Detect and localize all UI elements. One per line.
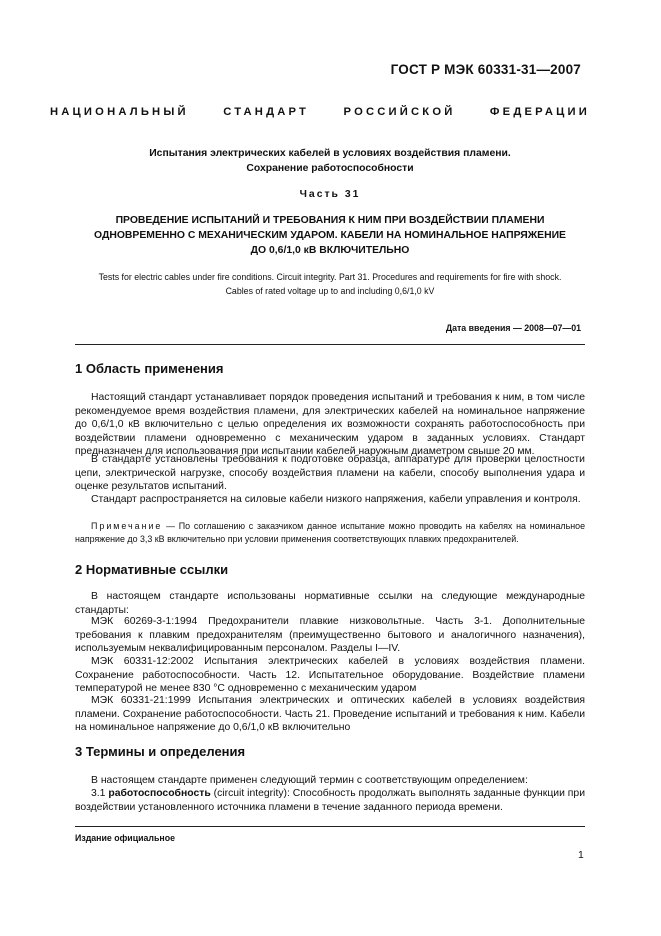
section-3-paragraph-1: В настоящем стандарте применен следующий термин с соответствующим определением:	[91, 775, 528, 786]
section-1-note	[75, 520, 585, 546]
term-number: 3.1	[91, 788, 106, 799]
divider-bottom	[75, 826, 585, 827]
reference-iec-60331-12: МЭК 60331-12:2002 Испытания электрических кабелей в условиях воздействия пламени. Сохранение работоспособности. Часть 12. Испытательное оборудование. Воздействие пламени температурой не менее 830 °С одновременно с механическим ударом	[75, 656, 585, 694]
national-standard-banner: НАЦИОНАЛЬНЫЙ СТАНДАРТ РОССИЙСКОЙ ФЕДЕРАЦИИ	[50, 106, 590, 118]
title-line-1: Испытания электрических кабелей в условиях воздействия пламени.	[149, 148, 511, 159]
official-edition-label: Издание официальное	[75, 833, 175, 843]
section-2-heading: 2 Нормативные ссылки	[75, 562, 229, 577]
english-title	[60, 271, 600, 298]
section-2-paragraph-1: В настоящем стандарте использованы нормативные ссылки на следующие международные стандарты:	[75, 591, 585, 616]
section-1-paragraph-3: Стандарт распространяется на силовые кабели низкого напряжения, кабели управления и контроля.	[91, 494, 581, 505]
introduction-date: Дата введения — 2008—07—01	[445, 323, 581, 333]
main-title-line-2: ОДНОВРЕМЕННО С МЕХАНИЧЕСКИМ УДАРОМ. КАБЕЛИ НА НОМИНАЛЬНОЕ НАПРЯЖЕНИЕ	[94, 230, 566, 241]
english-title-line-1: Tests for electric cables under fire conditions. Circuit integrity. Part 31. Procedures and requirements for fire with shock.	[98, 272, 562, 282]
reference-iec-60331-21: МЭК 60331-21:1999 Испытания электрических и оптических кабелей в условиях воздействия пламени. Сохранение работоспособности. Часть 21. Проведение испытаний и требования к ним. Кабели на номинальное напряжение до 0,6/1,0 кВ включительно	[75, 695, 585, 733]
note-label: Примечание	[91, 521, 163, 531]
main-title-line-3: ДО 0,6/1,0 кВ ВКЛЮЧИТЕЛЬНО	[250, 245, 410, 256]
term-definition	[75, 787, 585, 814]
section-3-heading: 3 Термины и определения	[75, 744, 246, 759]
title-line-2: Сохранение работоспособности	[246, 163, 414, 174]
part-number: Часть 31	[299, 189, 361, 200]
page-number: 1	[578, 850, 584, 861]
term-definition-text: (circuit integrity): Способность продолжать выполнять заданные функции при воздействии установленного источника пламени в течение заданного периода времени.	[75, 788, 586, 813]
section-1-heading: 1 Область применения	[75, 361, 224, 376]
main-title-line-1: ПРОВЕДЕНИЕ ИСПЫТАНИЙ И ТРЕБОВАНИЯ К НИМ ПРИ ВОЗДЕЙСТВИИ ПЛАМЕНИ	[115, 215, 545, 226]
english-title-line-2: Cables of rated voltage up to and including 0,6/1,0 kV	[225, 285, 435, 296]
document-title	[60, 146, 600, 176]
reference-iec-60269-3-1: МЭК 60269-3-1:1994 Предохранители плавкие низковольтные. Часть 3-1. Дополнительные требования к плавким предохранителям (преимущественно бытового и аналогичного назначения), используемым неквалифицированным персоналом. Разделы I—IV.	[75, 616, 585, 654]
main-title	[60, 213, 600, 258]
divider-top	[75, 344, 585, 345]
section-1-paragraph-1: Настоящий стандарт устанавливает порядок проведения испытаний и требования к ним, в том числе рекомендуемое время воздействия пламени, для электрических кабелей на номинальное напряжение до 0,6/1,0 кВ включительно с целью определения их возможности сохранять работоспособность при воздействии пламени одновременно с механическим ударом в заданных условиях. Стандарт предназначен для использования при испытании кабелей наружным диаметром свыше 20 мм.	[75, 392, 585, 457]
section-1-paragraph-2: В стандарте установлены требования к подготовке образца, аппаратуре для проверки целостности цепи, электрической нагрузке, способу воздействия пламени на кабели, способу выполнения удара и оценке результатов испытаний.	[75, 454, 585, 492]
term-name: работоспособность	[108, 788, 211, 799]
standard-code: ГОСТ Р МЭК 60331-31—2007	[390, 62, 581, 77]
note-text: — По соглашению с заказчиком данное испытание можно проводить на кабелях на номинальное напряжение до 3,3 кВ включительно при условии применения соответствующих плавких предохранителей.	[75, 521, 586, 544]
